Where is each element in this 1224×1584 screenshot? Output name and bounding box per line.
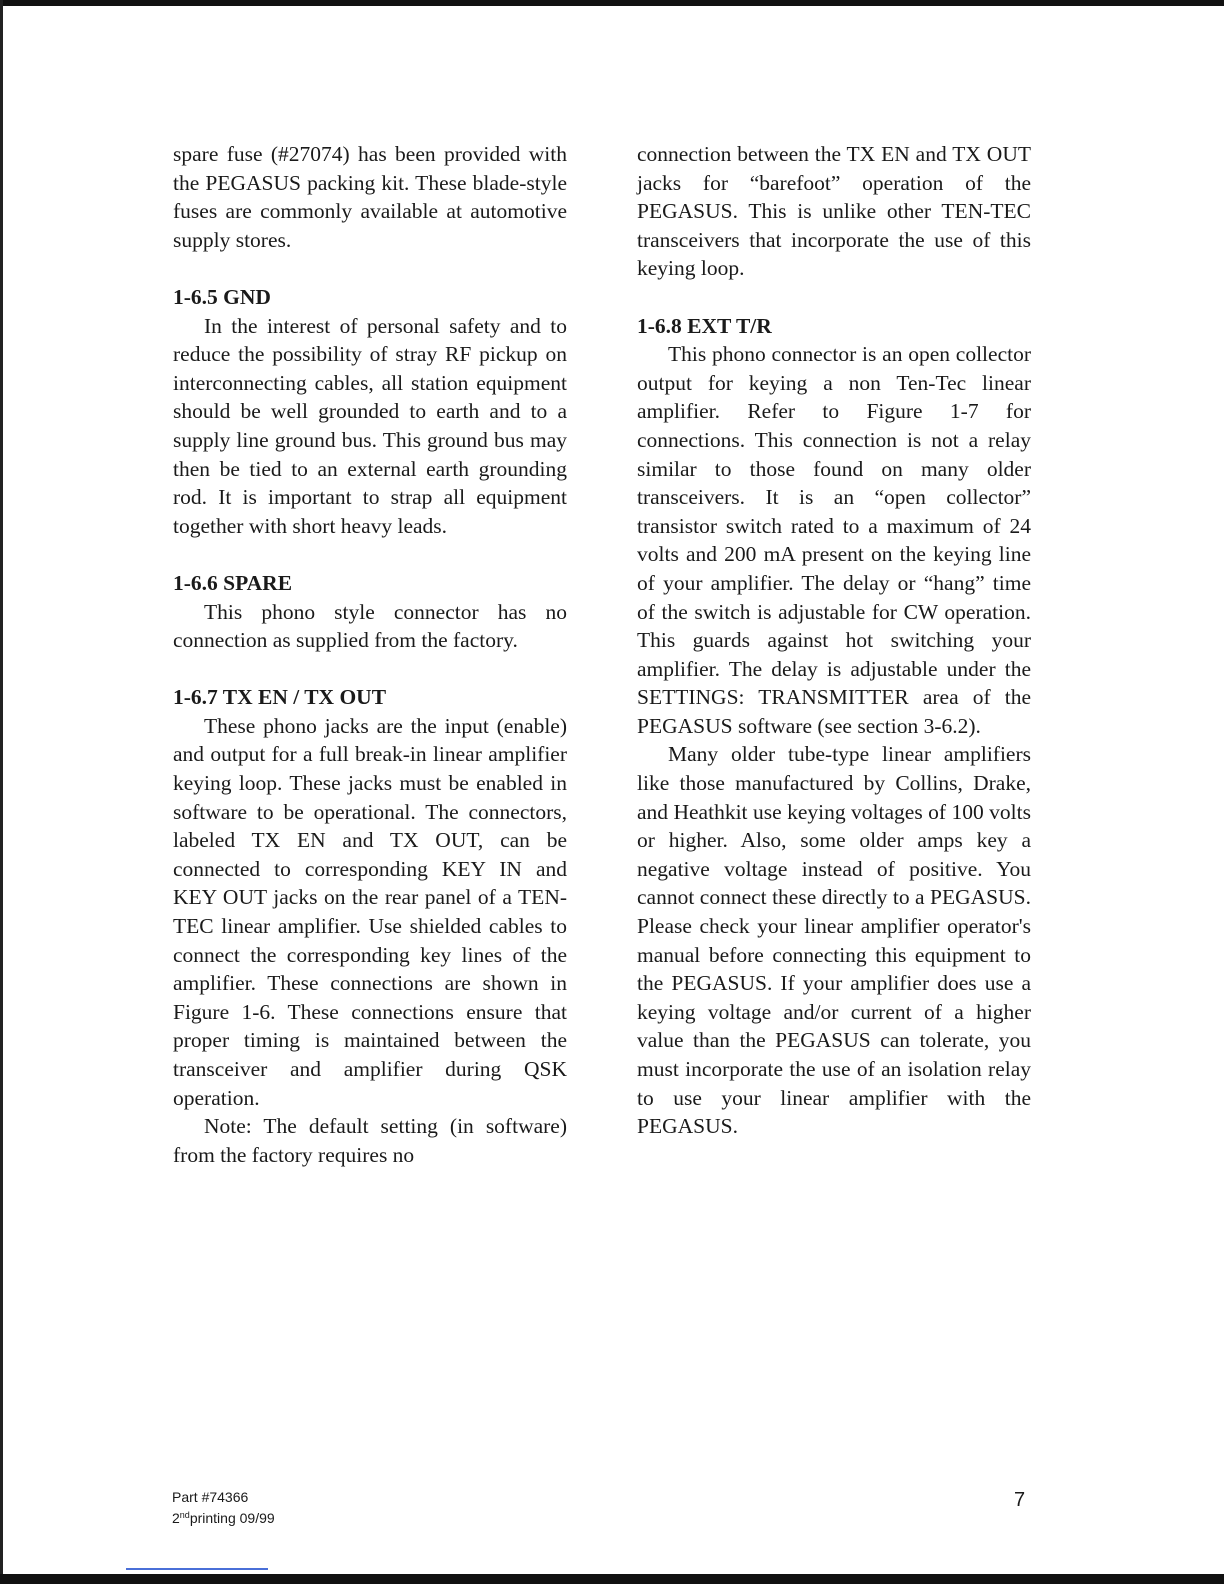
printing-ordinal: 2 (172, 1510, 180, 1526)
heading-gnd: 1-6.5 GND (173, 284, 271, 309)
paragraph-gnd: In the interest of personal safety and to reduce the possibility of stray RF pickup on interconnecting cables, all station equipment should be well grounded to earth and to a supply line ground bus. This ground bus may then be tied to an external earth grounding rod. It is important to strap all equipment together with short heavy leads. (173, 313, 567, 538)
left-column (173, 140, 567, 1169)
scan-mark (126, 1568, 268, 1570)
heading-ext-tr: 1-6.8 EXT T/R (637, 313, 772, 338)
paragraph-spare-fuse: spare fuse (#27074) has been provided with the PEGASUS packing kit. These blade-style fuses are commonly available at automotive supply stores. (173, 142, 567, 252)
footer-printing (172, 1506, 275, 1527)
paragraph-ext-tr: This phono connector is an open collector output for keying a non Ten-Tec linear amplifier. Refer to Figure 1-7 for connections. This connection is not a relay similar to those found on many older transceivers. It is an “open collector” transistor switch rated to a maximum of 24 volts and 200 mA present on the keying line of your amplifier. The delay or “hang” time of the switch is adjustable for CW operation. This guards against hot switching your amplifier. The delay is adjustable under the SETTINGS: TRANSMITTER area of the PEGASUS software (see section 3-6.2). (637, 342, 1031, 738)
paragraph-older-amplifiers: Many older tube-type linear amplifiers like those manufactured by Collins, Drake, and Heathkit use keying voltages of 100 volts or higher. Also, some older amps key a negative voltage instead of positive. You cannot connect these directly to a PEGASUS. Please check your linear amplifier operator's manual before connecting this equipment to the PEGASUS. If your amplifier does use a keying voltage and/or current of a higher value than the PEGASUS can tolerate, you must incorporate the use of an isolation relay to use your linear amplifier with the PEGASUS. (637, 742, 1031, 1139)
heading-spare: 1-6.6 SPARE (173, 570, 293, 595)
footer-part-number: Part #74366 (172, 1489, 249, 1505)
scan-edge-bottom (0, 1574, 1224, 1584)
heading-tx-en-tx-out: 1-6.7 TX EN / TX OUT (173, 685, 387, 710)
paragraph-note: Note: The default setting (in software) from the factory requires no (173, 1114, 567, 1167)
footer-part-info (172, 1488, 275, 1527)
paragraph-spare: This phono style connector has no connection as supplied from the factory. (173, 599, 567, 653)
scan-edge-top (0, 0, 1224, 6)
scan-edge-left (0, 0, 3, 1584)
paragraph-barefoot: connection between the TX EN and TX OUT jacks for “barefoot” operation of the PEGASUS. This is unlike other TEN-TEC transceivers that incorporate the use of this keying loop. (637, 142, 1031, 281)
printing-ordinal-suffix: nd (179, 1510, 190, 1520)
printing-date: printing 09/99 (189, 1510, 275, 1526)
right-column (637, 140, 1031, 1141)
page-number: 7 (1014, 1489, 1026, 1511)
paragraph-tx-en-tx-out: These phono jacks are the input (enable) and output for a full break-in linear amplifier keying loop. These jacks must be enabled in software to be operational. The connectors, labeled TX EN and TX OUT, can be connected to corresponding KEY IN and KEY OUT jacks on the rear panel of a TEN-TEC linear amplifier. Use shielded cables to connect the corresponding key lines of the amplifier. These connections are shown in Figure 1-6. These connections ensure that proper timing is maintained between the transceiver and amplifier during QSK operation. (173, 713, 567, 1110)
